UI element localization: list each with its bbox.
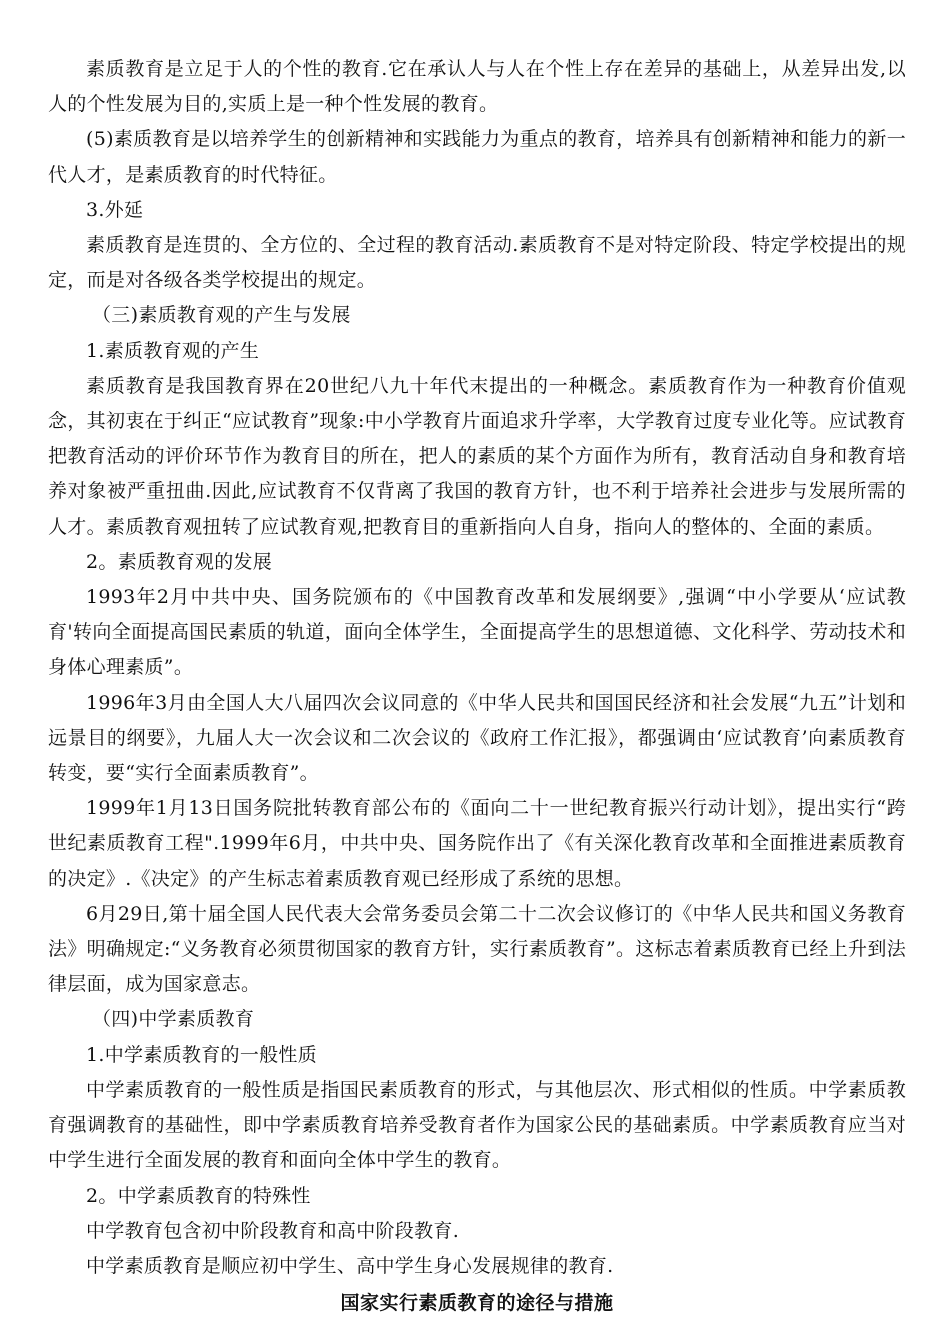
paragraph-1996: 1996年3月由全国人大八届四次会议同意的《中华人民共和国国民经济和社会发展“九五”计划和远景目的纲要》，九届人大一次会议和二次会议的《政府工作汇报》，都强调由‘应试教育’向素质教育转变，要“实行全面素质教育”。 [48, 691, 906, 785]
heading-origin: 1.素质教育观的产生 [86, 339, 260, 362]
paragraph-1993: 1993年2月中共中央、国务院颁布的《中国教育改革和发展纲要》,强调“中小学要从‘应试教育'转向全面提高国民素质的轨道，面向全体学生，全面提高学生的思想道德、文化科学、劳动技术和身体心理素质”。 [48, 586, 906, 679]
paragraph-individuality: 素质教育是立足于人的个性的教育.它在承认人与人在个性上存在差异的基础上，从差异出发,以人的个性发展为目的,实质上是一种个性发展的教育。 [48, 58, 906, 116]
heading-section-four: （四)中学素质教育 [92, 1008, 255, 1031]
paragraph-stages: 中学教育包含初中阶段教育和高中阶段教育. [86, 1219, 460, 1242]
paragraph-extension: 素质教育是连贯的、全方位的、全过程的教育活动.素质教育不是对特定阶段、特定学校提出的规定，而是对各级各类学校提出的规定。 [48, 234, 906, 292]
heading-general-nature: 1.中学素质教育的一般性质 [86, 1043, 318, 1066]
paragraph-1999: 1999年1月13日国务院批转教育部公布的《面向二十一世纪教育振兴行动计划》，提出实行“跨世纪素质教育工程".1999年6月，中共中央、国务院作出了《有关深化教育改革和全面推进素质教育的决定》.《决定》的产生标志着素质教育观已经形成了系统的思想。 [48, 797, 906, 890]
paragraph-compulsory-education-law: 6月29日,第十届全国人民代表大会常务委员会第二十二次会议修订的《中华人民共和国义务教育法》明确规定:“义务教育必须贯彻国家的教育方针，实行素质教育”。这标志着素质教育已经上升到法律层面，成为国家意志。 [48, 902, 906, 996]
paragraph-origin: 素质教育是我国教育界在20世纪八九十年代末提出的一种概念。素质教育作为一种教育价值观念，其初衷在于纠正“应试教育”现象:中小学教育片面追求升学率，大学教育过度专业化等。应试教育把教育活动的评价环节作为教育目的所在，把人的素质的某个方面作为所有，教育活动自身和教育培养对象被严重扭曲.因此,应试教育不仅背离了我国的教育方针，也不利于培养社会进步与发展所需的人才。素质教育观扭转了应试教育观,把教育目的重新指向人自身，指向人的整体的、全面的素质。 [48, 374, 906, 538]
paragraph-development-laws: 中学素质教育是顺应初中学生、高中学生身心发展规律的教育. [86, 1254, 614, 1277]
heading-development: 2。素质教育观的发展 [86, 550, 273, 573]
document-body [48, 52, 906, 1320]
heading-particularity: 2。中学素质教育的特殊性 [86, 1184, 311, 1207]
paragraph-general-nature: 中学素质教育的一般性质是指国民素质教育的形式，与其他层次、形式相似的性质。中学素质教育强调教育的基础性，即中学素质教育培养受教育者作为国家公民的基础素质。中学素质教育应当对中学生进行全面发展的教育和面向全体中学生的教育。 [48, 1078, 906, 1172]
section-title: 国家实行素质教育的途径与措施 [340, 1292, 614, 1315]
heading-extension: 3.外延 [86, 198, 144, 221]
paragraph-innovation: (5)素质教育是以培养学生的创新精神和实践能力为重点的教育，培养具有创新精神和能力的新一代人才，是素质教育的时代特征。 [48, 128, 906, 186]
heading-section-three: （三)素质教育观的产生与发展 [92, 304, 351, 327]
